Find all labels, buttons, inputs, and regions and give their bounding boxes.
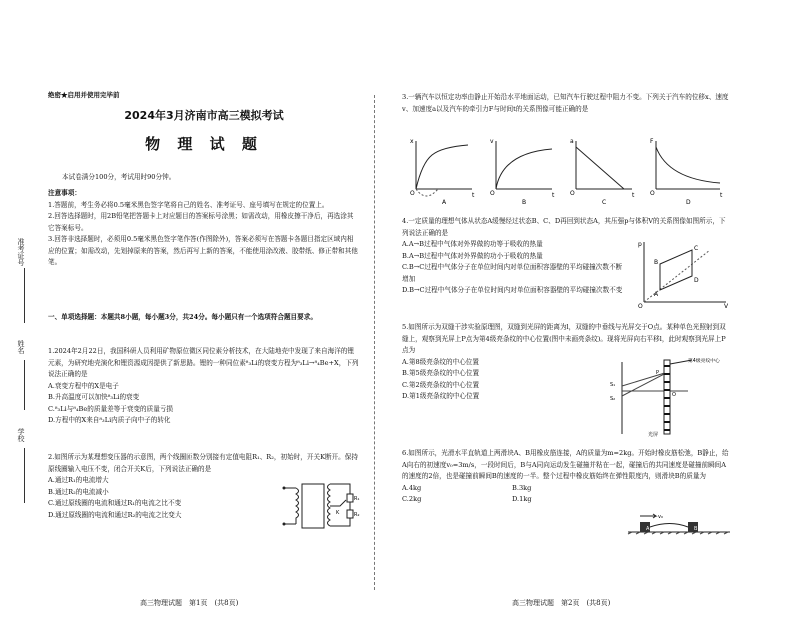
q3-a-ylabel: x xyxy=(410,138,414,145)
q2-option-c: C.通过原线圈的电流和通过R₁的电流之比不变 xyxy=(48,499,182,507)
q4-option-d: D.B→C过程中气体分子在单位时间内对单位面积容器壁的平均碰撞次数不变 xyxy=(402,286,623,294)
q1-option-d: D.方程中的X来自⁸₃Li内质子向中子的转化 xyxy=(48,416,171,424)
q3-a-label: A xyxy=(442,199,447,205)
ticket-number-line xyxy=(24,268,25,323)
pv-origin: O xyxy=(638,303,643,308)
terminal-dot xyxy=(283,487,286,490)
q5-stem: 5.如图所示为双缝干涉实验原理图，双缝到光屏的距离为l，双缝的中垂线与光屏交于O点。某种单色光照射到双缝上，观察到光屏上P点为第4级亮条纹的中心位置(图中未画亮条纹)。现将光屏向右平移l，此时观察到光屏上P点为 xyxy=(402,323,726,354)
pv-d-label: D xyxy=(694,277,699,284)
q4-option-b: B.A→B过程中气体对外界做的功小于吸收的热量 xyxy=(402,251,543,260)
double-slit-diagram xyxy=(608,356,732,438)
q3-c-tlabel: t xyxy=(632,192,635,199)
q4-option-c: C.B→C过程中气体分子在单位时间内对单位面积容器壁的平均碰撞次数不断增加 xyxy=(402,263,623,283)
q3-d-tlabel: t xyxy=(720,192,723,199)
q3-graphs xyxy=(402,133,732,205)
q5-option-d: D.第1级亮条纹的中心位置 xyxy=(402,392,480,400)
transformer-diagram xyxy=(282,478,360,534)
question-3 xyxy=(402,92,732,115)
q2-option-b: B.通过R₂的电流减小 xyxy=(48,487,109,496)
block-a-label: A xyxy=(646,526,650,532)
v0-label: v₀ xyxy=(658,514,663,520)
ticket-number-label: 准考证号 xyxy=(17,238,25,266)
q5-option-b: B.第5级亮条纹的中心位置 xyxy=(402,369,480,377)
sliders-diagram xyxy=(626,510,732,536)
q3-c-label: C xyxy=(602,199,607,205)
pv-b-label: B xyxy=(654,259,659,266)
footer-right: 高三物理试题 第2页 (共8页) xyxy=(512,599,611,607)
q3-b-origin: O xyxy=(490,190,495,197)
point-p-label: P xyxy=(656,370,660,376)
q3-b-tlabel: t xyxy=(552,192,555,199)
q6-option-d: D.1kg xyxy=(512,495,532,503)
q1-option-b: B.升高温度可以加快⁸₃Li的衰变 xyxy=(48,393,140,401)
pv-diagram xyxy=(634,238,732,308)
q3-d-label: D xyxy=(686,199,691,205)
resistor-r1 xyxy=(347,494,353,502)
question-1 xyxy=(48,346,360,427)
exam-title: 2024年3月济南市高三模拟考试 xyxy=(124,109,284,122)
r1-label: R₁ xyxy=(354,496,360,502)
question-6 xyxy=(402,448,732,506)
q3-graph-a xyxy=(410,138,475,205)
q2-option-d: D.通过原线圈的电流和通过R₂的电流之比变大 xyxy=(48,510,182,519)
subject-title: 物 理 试 题 xyxy=(145,135,263,153)
note-item: 3.回答非选择题时，必须用0.5毫米黑色签字笔作答(作图除外)，答案必须写在答题卡各题目指定区域内相应的位置；如需改动，先划掉原来的答案，然后再写上新的答案，不能使用涂改液、胶带纸、修正带和其他笔。 xyxy=(48,235,358,266)
terminal-dot xyxy=(283,523,286,526)
q1-option-c: C.⁸₃Li与⁸₄Be的质量差等于衰变的质量亏损 xyxy=(48,404,174,413)
q5-option-a: A.第8级亮条纹的中心位置 xyxy=(402,357,479,366)
fourth-fringe-label: 第4级亮纹中心 xyxy=(688,359,720,364)
q1-option-a: A.衰变方程中的X是电子 xyxy=(48,381,119,390)
pv-p-label: p xyxy=(638,241,642,248)
note-item: 1.答题前，考生务必将0.5毫米黑色签字笔将自己的姓名、准考证号、座号填写在规定的位置上。 xyxy=(48,200,329,209)
q3-a-tlabel: t xyxy=(472,192,475,199)
q3-b-label: B xyxy=(522,199,527,205)
notes-section xyxy=(48,188,360,269)
resistor-r2 xyxy=(347,510,353,518)
q3-c-origin: O xyxy=(570,190,575,197)
q3-d-ylabel: F xyxy=(650,138,654,145)
column-separator xyxy=(374,95,375,590)
q3-c-ylabel: a xyxy=(570,138,574,145)
r2-label: R₂ xyxy=(354,512,360,518)
q2-option-a: A.通过R₁的电流增大 xyxy=(48,476,109,484)
q3-graph-c xyxy=(570,138,635,205)
q3-a-origin: O xyxy=(410,190,415,197)
name-line xyxy=(24,360,25,410)
q3-graph-d xyxy=(650,138,723,205)
notes-title: 注意事项： xyxy=(48,189,81,197)
switch-label: K xyxy=(336,510,340,516)
q6-option-c: C.2kg xyxy=(402,495,422,503)
note-item: 2.回答选择题时，用2B铅笔把答题卡上对应题目的答案标号涂黑；如需改动，用橡皮擦干净后，再选涂其它答案标号。 xyxy=(48,212,354,232)
pv-c-label: C xyxy=(694,245,699,252)
q6-stem: 6.如图所示，光滑水平直轨道上两滑块A、B用橡皮筋连接，A的质量为m=2kg。开始时橡皮筋松弛，B静止，给A向右的初速度v₀=3m/s，一段时间后，B与A同向运动发生碰撞并粘在一起，碰撞后的共同速度是碰撞前瞬间A的速度的2倍，也是碰撞前瞬间B的速度的一半。整个过程中橡皮筋始终在弹性限度内，则滑块B的质量为 xyxy=(402,449,729,480)
intro-line: 本试卷满分100分，考试用时90分钟。 xyxy=(62,173,176,181)
pv-v-label: V xyxy=(724,303,729,308)
q5-option-c: C.第2级亮条纹的中心位置 xyxy=(402,380,480,389)
footer-left: 高三物理试题 第1页 (共8页) xyxy=(140,599,239,607)
q4-option-a: A.A→B过程中气体对外界做的功等于吸收的热量 xyxy=(402,240,543,248)
q6-option-b: B.3kg xyxy=(512,483,532,492)
screen-label: 光屏 xyxy=(648,432,659,438)
q3-stem: 3.一辆汽车以恒定功率由静止开始沿水平地面运动，已知汽车行驶过程中阻力不变。下列关于汽车的位移x、速度v、加速度a以及汽车的牵引力F与时间t的关系图像可能正确的是 xyxy=(402,93,729,113)
pv-a-label: A xyxy=(654,291,659,298)
q6-option-a: A.4kg xyxy=(402,483,422,492)
section1-title: 一、单项选择题：本题共8小题，每小题3分，共24分。每小题只有一个选项符合题目要求。 xyxy=(48,313,317,321)
q2-stem: 2.如图所示为某理想变压器的示意图，两个线圈匝数分别接有定值电阻R₁、R₂，初始时，开关K断开。保持原线圈输入电压不变，闭合开关K后，下列说法正确的是 xyxy=(48,453,358,473)
point-o-label: O xyxy=(672,392,676,398)
block-b-label: B xyxy=(694,526,698,532)
q1-stem: 1.2024年2月22日，我国科研人员利用矿物原位微区同位素分析技术，在大陆地壳中发现了来自海洋的锂元素，为研究地壳演化和锂资源成因提供了新思路。锂的一种同位素⁸₃Li的衰变方程为⁸₃Li→⁸₄Be+X，下列说法正确的是 xyxy=(48,347,359,378)
secret-mark: 绝密★启用并使用完毕前 xyxy=(48,91,120,99)
school-line xyxy=(24,448,25,503)
school-label: 学校 xyxy=(17,428,25,442)
s1-label: S₁ xyxy=(610,382,616,388)
q4-stem: 4.一定质量的理想气体从状态A缓慢经过状态B、C、D再回到状态A，其压强p与体积V的关系图像如图所示，下列说法正确的是 xyxy=(402,217,726,237)
s2-label: S₂ xyxy=(610,396,616,402)
q3-d-origin: O xyxy=(650,190,655,197)
q3-b-ylabel: v xyxy=(490,138,494,145)
q3-graph-b xyxy=(490,138,555,205)
name-label: 姓名 xyxy=(17,340,25,354)
